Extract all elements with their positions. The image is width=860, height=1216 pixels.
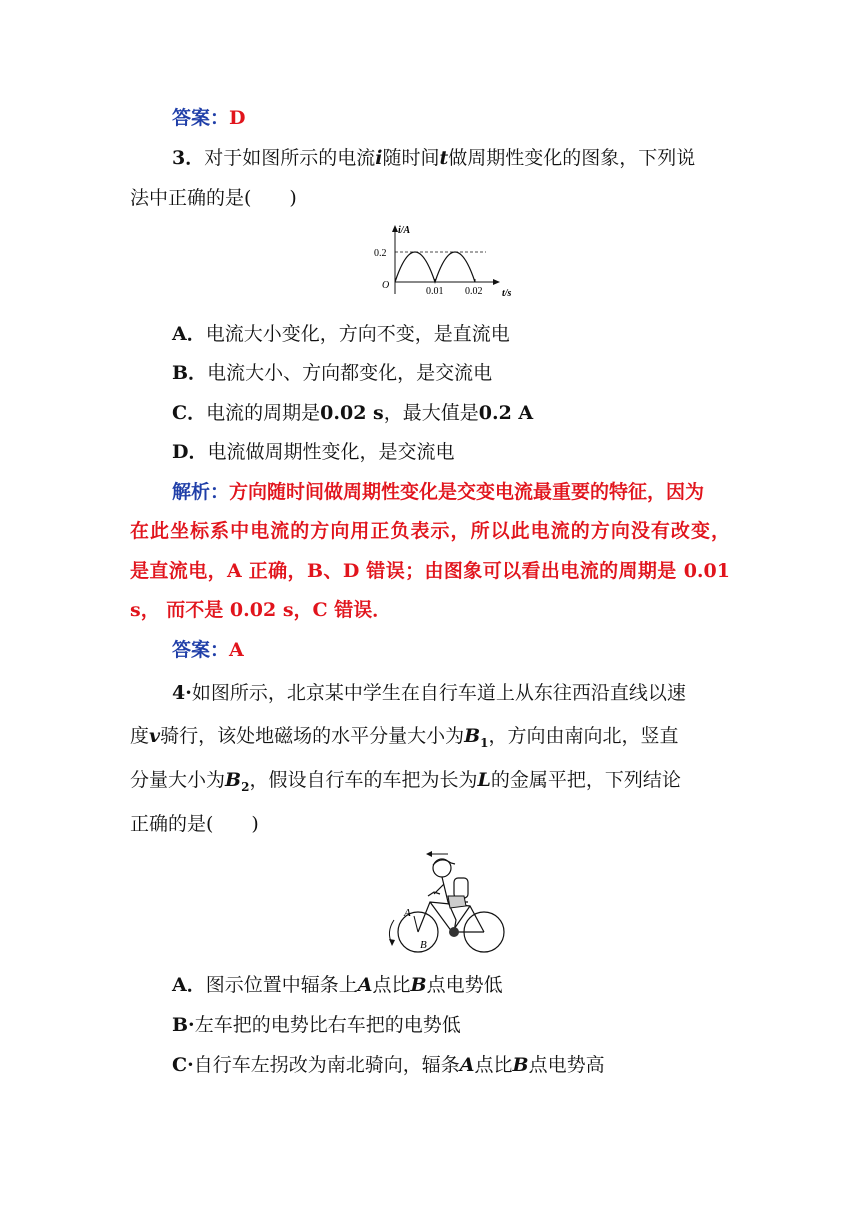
backpack bbox=[454, 878, 468, 898]
option-b bbox=[172, 361, 492, 385]
stem-text: 度 bbox=[130, 725, 150, 747]
y-tick-label: 0.2 bbox=[374, 248, 387, 259]
point-a: A bbox=[357, 974, 373, 996]
analysis-line4: s， 而不是 0.02 s，C 错误． bbox=[130, 599, 392, 621]
option-text: 电流大小变化，方向不变，是直流电 bbox=[205, 323, 510, 345]
q4-option-c bbox=[172, 1053, 605, 1077]
x-axis-label: t/s bbox=[502, 288, 512, 299]
option-text: ，最大值是 bbox=[383, 402, 479, 424]
answer-label: 答案： bbox=[172, 107, 230, 129]
previous-answer bbox=[172, 106, 246, 130]
option-text: 电流做周期性变化，是交流电 bbox=[207, 441, 455, 463]
analysis-label: 解析： bbox=[172, 481, 230, 503]
point-b: B bbox=[512, 1054, 529, 1076]
answer-value: D bbox=[229, 107, 246, 129]
variable-l: L bbox=[477, 769, 491, 791]
option-text: 点比 bbox=[372, 974, 411, 996]
question-number: 4· bbox=[172, 682, 192, 704]
q4-stem-line4: 正确的是( ) bbox=[130, 813, 259, 835]
option-text: 自行车左拐改为南北骑向，辐条 bbox=[193, 1054, 460, 1076]
option-text: 电流大小、方向都变化，是交流电 bbox=[207, 362, 493, 384]
q3-stem-line2: 法中正确的是( ) bbox=[130, 187, 297, 209]
answer-value: A bbox=[229, 639, 244, 661]
option-key: B． bbox=[172, 362, 208, 384]
spoke bbox=[414, 916, 418, 932]
stem-text: 做周期性变化的图象，下列说 bbox=[448, 147, 696, 169]
stem-text: 随时间 bbox=[382, 147, 440, 169]
point-b-label: B bbox=[420, 939, 427, 951]
current-time-graph bbox=[360, 222, 530, 302]
option-a bbox=[172, 322, 510, 346]
option-key: C· bbox=[172, 1054, 194, 1076]
variable-t: t bbox=[439, 147, 449, 169]
option-text: 电流的周期是 bbox=[206, 402, 321, 424]
stem-text: 的金属平把，下列结论 bbox=[490, 769, 681, 791]
option-d bbox=[172, 440, 455, 464]
variable-v: v bbox=[149, 725, 161, 747]
subscript: 1 bbox=[480, 735, 489, 750]
option-key: A． bbox=[172, 974, 206, 996]
origin-label: O bbox=[382, 280, 390, 291]
pedal bbox=[449, 927, 459, 937]
q4-stem-line3 bbox=[130, 768, 681, 799]
stem-text: ，假设自行车的车把为长为 bbox=[249, 769, 478, 791]
bicycle-figure bbox=[378, 846, 510, 962]
variable-i: i bbox=[375, 147, 383, 169]
option-c bbox=[172, 401, 533, 425]
stem-text: 分量大小为 bbox=[130, 769, 226, 791]
point-a-label: A bbox=[404, 907, 411, 919]
point-a: A bbox=[459, 1054, 475, 1076]
q3-stem-line1 bbox=[172, 146, 695, 170]
option-text: 点比 bbox=[474, 1054, 513, 1076]
stem-text: 如图所示，北京某中学生在自行车道上从东往西沿直线以速 bbox=[191, 682, 686, 704]
option-text: 点电势高 bbox=[528, 1054, 605, 1076]
q4-option-b bbox=[172, 1013, 461, 1037]
option-text: 左车把的电势比右车把的电势低 bbox=[194, 1014, 461, 1036]
stem-text: ，方向由南向北，竖直 bbox=[488, 725, 679, 747]
question-number: 3． bbox=[172, 147, 205, 169]
y-axis-label: i/A bbox=[398, 225, 411, 236]
x-tick-label-2: 0.02 bbox=[465, 286, 483, 297]
q4-option-a bbox=[172, 973, 503, 997]
stem-text: 对于如图所示的电流 bbox=[204, 147, 376, 169]
option-text: 点电势低 bbox=[426, 974, 503, 996]
option-key: B· bbox=[172, 1014, 195, 1036]
point-b: B bbox=[410, 974, 427, 996]
variable-b2: B bbox=[225, 769, 242, 791]
q3-answer bbox=[172, 638, 244, 662]
option-key: D． bbox=[172, 441, 208, 463]
option-value: 0.02 s bbox=[320, 402, 384, 424]
answer-label: 答案： bbox=[172, 639, 230, 661]
stem-text: 骑行，该处地磁场的水平分量大小为 bbox=[160, 725, 465, 747]
q4-stem-line2 bbox=[130, 724, 679, 755]
option-key: C． bbox=[172, 402, 207, 424]
analysis-text: 方向随时间做周期性变化是交变电流最重要的特征，因为 bbox=[229, 481, 705, 503]
rider-shorts bbox=[448, 896, 466, 908]
option-key: A． bbox=[172, 323, 206, 345]
option-value: 0.2 A bbox=[478, 402, 534, 424]
x-axis-arrow bbox=[493, 279, 500, 285]
subscript: 2 bbox=[241, 779, 250, 794]
analysis-line3: 是直流电，A 正确，B、D 错误；由图象可以看出电流的周期是 0.01 bbox=[130, 560, 730, 582]
waveform bbox=[395, 252, 475, 282]
analysis-line2: 在此坐标系中电流的方向用正负表示，所以此电流的方向没有改变， bbox=[130, 520, 730, 542]
q4-stem-line1 bbox=[172, 681, 686, 705]
variable-b1: B bbox=[464, 725, 481, 747]
x-tick-label-1: 0.01 bbox=[426, 286, 444, 297]
option-text: 图示位置中辐条上 bbox=[205, 974, 358, 996]
analysis-line1 bbox=[172, 480, 730, 504]
